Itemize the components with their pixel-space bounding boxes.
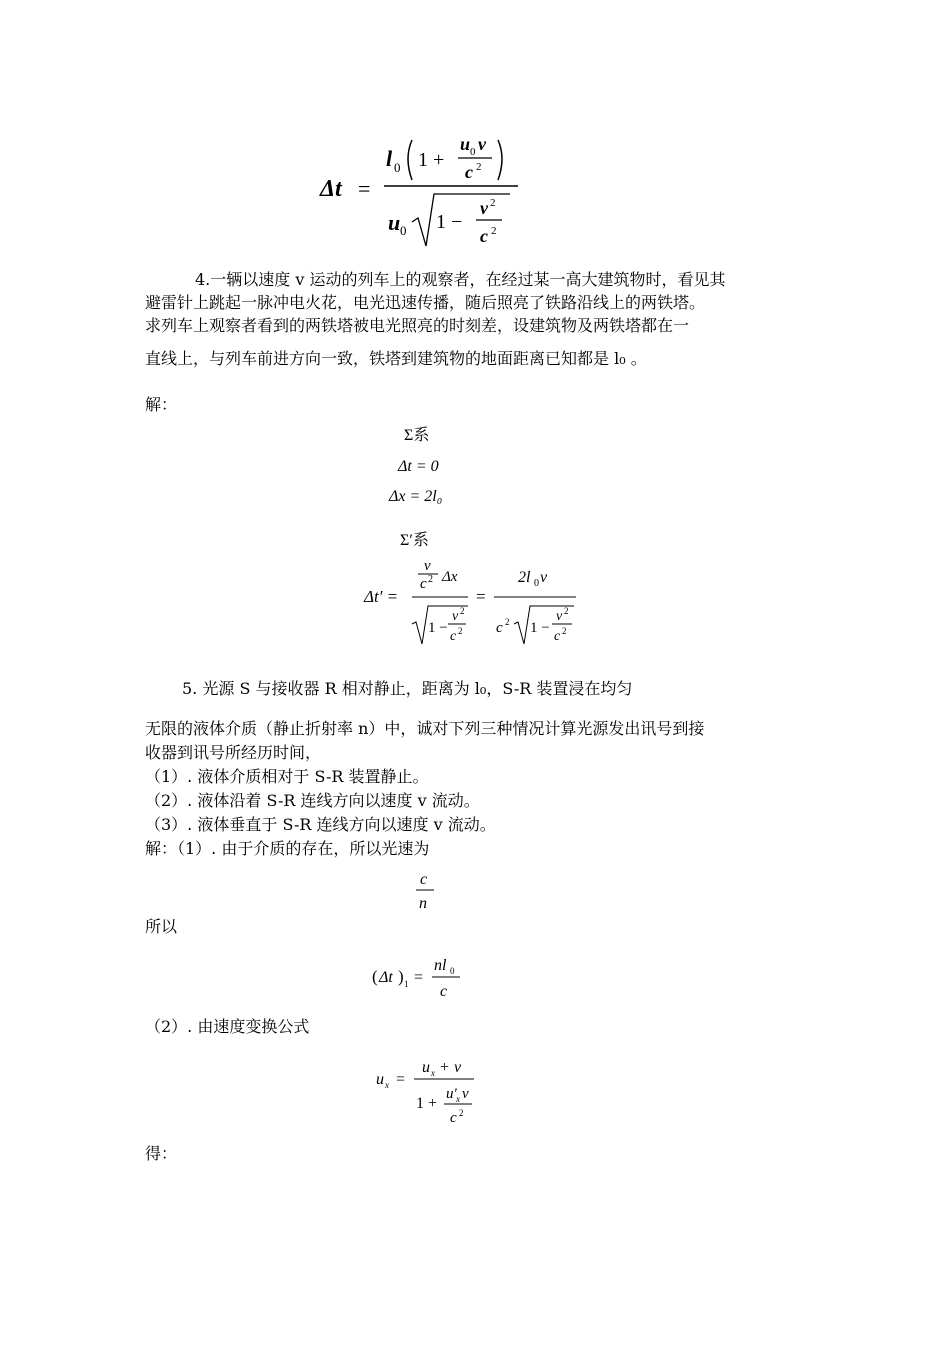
svg-text:c: c	[450, 629, 457, 644]
svg-text:1 −: 1 −	[436, 211, 463, 233]
problem-5-line-2: 无限的液体介质（静止折射率 n）中，诚对下列三种情况计算光源发出讯号到接	[145, 719, 705, 738]
svg-text:2l: 2l	[518, 569, 531, 586]
problem-5-case-2: （2）. 液体沿着 S-R 连线方向以速度 v 流动。	[145, 791, 480, 810]
equation-delta-t-top	[300, 120, 540, 260]
svg-text:u: u	[376, 1071, 384, 1088]
svg-text:c: c	[554, 629, 561, 644]
problem-5-solution-1: 解：（1）. 由于介质的存在，所以光速为	[145, 839, 430, 858]
equation-velocity-transform	[374, 1052, 494, 1132]
svg-text:2: 2	[505, 617, 510, 627]
svg-text:n: n	[419, 895, 427, 912]
svg-text:u′: u′	[446, 1086, 457, 1102]
svg-text:2: 2	[562, 626, 567, 636]
svg-text:v: v	[478, 134, 486, 154]
svg-text:2: 2	[460, 606, 465, 616]
svg-text:2: 2	[458, 626, 463, 636]
svg-text:=: =	[476, 587, 486, 606]
label-de: 得：	[145, 1144, 178, 1163]
svg-text:v: v	[480, 198, 488, 218]
problem-5-case-1: （1）. 液体介质相对于 S-R 装置静止。	[145, 767, 429, 786]
svg-text:1 +: 1 +	[418, 149, 445, 171]
svg-text:u: u	[422, 1059, 430, 1076]
problem-4-line-3: 求列车上观察者看到的两铁塔被电光照亮的时刻差，设建筑物及两铁塔都在一	[145, 316, 690, 335]
svg-text:Δt: Δt	[379, 969, 393, 986]
svg-text:v: v	[540, 569, 548, 586]
svg-text:u: u	[388, 210, 401, 235]
equation-dt1	[370, 950, 480, 1004]
svg-text:0: 0	[394, 160, 401, 175]
svg-text:=: =	[396, 1071, 406, 1088]
svg-text:0: 0	[470, 146, 476, 158]
svg-text:(: (	[372, 967, 378, 986]
svg-text:c: c	[440, 983, 448, 1000]
frame-sigma	[404, 425, 429, 447]
svg-text:x: x	[456, 1094, 460, 1104]
svg-text:nl: nl	[434, 957, 447, 974]
svg-text:2: 2	[490, 197, 496, 209]
equation-delta-t-prime	[360, 552, 590, 652]
svg-text:2: 2	[491, 225, 497, 237]
svg-text:l: l	[386, 146, 393, 171]
svg-text:c: c	[465, 162, 473, 182]
svg-text:c: c	[496, 620, 503, 636]
svg-text:c: c	[450, 1110, 457, 1126]
svg-text:c: c	[480, 226, 488, 246]
frame-sigma-prime-text: Σ′系	[400, 532, 429, 549]
svg-text:+: +	[440, 1059, 450, 1076]
svg-text:1: 1	[404, 979, 409, 989]
svg-text:1 −: 1 −	[530, 620, 550, 636]
svg-text:v: v	[424, 558, 431, 574]
problem-5-solution-2: （2）. 由速度变换公式	[145, 1017, 310, 1036]
equation-dx: Δx = 2l₀	[389, 488, 443, 505]
svg-text:v: v	[454, 1059, 462, 1076]
problem-4-solution-label: 解：	[145, 395, 178, 414]
svg-text:2: 2	[564, 606, 569, 616]
equation-dt-zero: Δt = 0	[398, 458, 439, 475]
problem-5-line-1: 5. 光源 S 与接收器 R 相对静止，距离为 l₀，S-R 装置浸在均匀	[182, 679, 633, 698]
problem-4-text	[145, 268, 810, 370]
svg-text:x: x	[385, 1080, 389, 1090]
frame-sigma-prime	[400, 530, 429, 552]
svg-text:x: x	[431, 1068, 435, 1078]
svg-text:1 +: 1 +	[416, 1095, 438, 1112]
svg-text:u: u	[460, 134, 471, 154]
svg-text:=: =	[358, 176, 371, 201]
svg-text:2: 2	[428, 574, 433, 585]
equation-c-over-n	[412, 866, 442, 916]
svg-text:c: c	[420, 871, 428, 888]
svg-text:0: 0	[534, 578, 539, 589]
svg-text:v: v	[452, 609, 459, 624]
svg-text:Δt′ =: Δt′ =	[364, 587, 399, 606]
svg-text:0: 0	[400, 223, 407, 238]
label-suoyi: 所以	[145, 917, 178, 936]
svg-text:): )	[398, 967, 404, 986]
frame-sigma-text: Σ系	[404, 427, 430, 444]
problem-4-line-4: 直线上，与列车前进方向一致，铁塔到建筑物的地面距离已知都是 l₀ 。	[145, 349, 647, 368]
svg-text:2: 2	[459, 1108, 464, 1118]
problem-5-case-3: （3）. 液体垂直于 S-R 连线方向以速度 v 流动。	[145, 815, 496, 834]
problem-5-line-3: 收器到讯号所经历时间，	[145, 743, 322, 762]
problem-5-text	[145, 717, 810, 861]
svg-text:2: 2	[476, 161, 482, 173]
svg-text:=: =	[414, 969, 424, 986]
svg-text:Δt: Δt	[320, 176, 342, 202]
svg-text:c: c	[420, 576, 427, 592]
problem-4-line-1: 4.一辆以速度 v 运动的列车上的观察者，在经过某一高大建筑物时，看见其	[195, 270, 726, 289]
svg-text:Δx: Δx	[442, 569, 458, 585]
svg-text:0: 0	[450, 966, 455, 976]
svg-text:v: v	[556, 609, 563, 624]
svg-text:1 −: 1 −	[428, 620, 448, 636]
svg-text:v: v	[462, 1086, 469, 1102]
problem-4-line-2: 避雷针上跳起一脉冲电火花，电光迅速传播，随后照亮了铁路沿线上的两铁塔。	[145, 293, 706, 312]
